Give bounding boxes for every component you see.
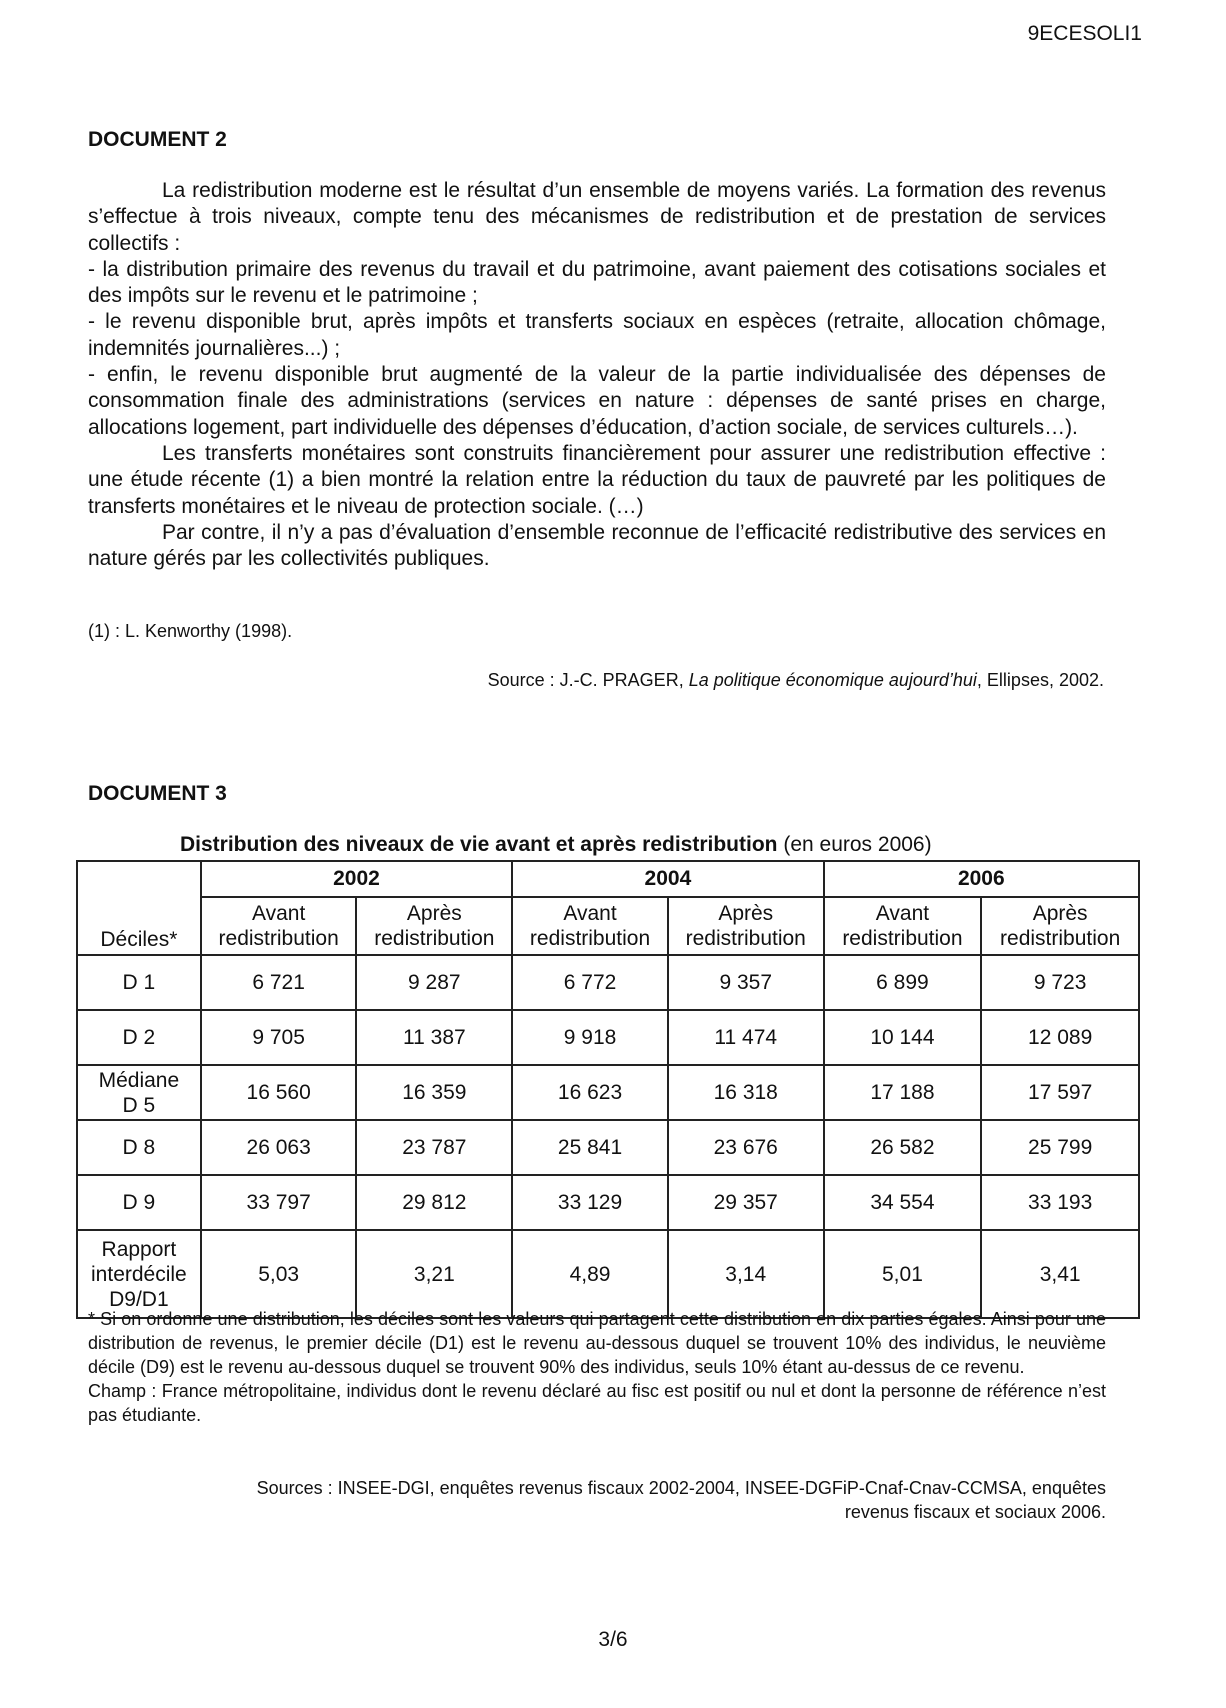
table-caption bbox=[180, 833, 932, 857]
table-cell: 5,03 bbox=[201, 1230, 357, 1318]
table-cell: 9 357 bbox=[668, 955, 824, 1010]
table-cell: 11 474 bbox=[668, 1010, 824, 1065]
paragraph: - la distribution primaire des revenus du travail et du patrimoine, avant paiement des cotisations sociales et des impôts sur le revenu et le patrimoine ; bbox=[88, 257, 1106, 308]
paragraph: Par contre, il n’y a pas d’évaluation d’ensemble reconnue de l’efficacité redistributive des services en nature gérés par les collectivités publiques. bbox=[88, 520, 1106, 571]
table-cell: 17 188 bbox=[824, 1065, 982, 1120]
paragraph: La redistribution moderne est le résultat d’un ensemble de moyens variés. La formation des revenus s’effectue à trois niveaux, compte tenu des mécanismes de redistribution et de prestation de services collectifs : bbox=[88, 179, 1106, 255]
paragraph: - enfin, le revenu disponible brut augmenté de la valeur de la partie individualisée des dépenses de consommation finale des administrations (services en nature : dépenses de santé prises en charge, allocations logement, part individuelle des dépenses d’éducation, d’action sociale, de services culturels…). bbox=[88, 363, 1106, 439]
row-label: D 9 bbox=[77, 1175, 201, 1230]
table-cell: 3,14 bbox=[668, 1230, 824, 1318]
table-cell: 33 129 bbox=[512, 1175, 668, 1230]
table-cell: 6 899 bbox=[824, 955, 982, 1010]
table-row bbox=[77, 1120, 1139, 1175]
document-code: 9ECESOLI1 bbox=[1027, 22, 1142, 45]
column-header-apres: Après redistribution bbox=[668, 897, 824, 955]
row-label: Rapport interdécile D9/D1 bbox=[77, 1230, 201, 1318]
table-cell: 3,21 bbox=[356, 1230, 512, 1318]
table-cell: 6 772 bbox=[512, 955, 668, 1010]
table-cell: 9 705 bbox=[201, 1010, 357, 1065]
table-row bbox=[77, 1065, 1139, 1120]
deciles-table bbox=[76, 860, 1140, 1319]
sources-line: Sources : INSEE-DGI, enquêtes revenus fiscaux 2002-2004, INSEE-DGFiP-Cnaf-Cnav-CCMSA, enquêtes bbox=[256, 1478, 1106, 1498]
table-cell: 6 721 bbox=[201, 955, 357, 1010]
table-cell: 9 723 bbox=[981, 955, 1139, 1010]
table-cell: 10 144 bbox=[824, 1010, 982, 1065]
note-deciles: * Si on ordonne une distribution, les déciles sont les valeurs qui partagent cette distribution en dix parties égales. Ainsi pour une distribution de revenus, le premier décile (D1) est le revenu au-dessous duquel se trouvent 10% des individus, le neuvième décile (D9) est le revenu au-dessous duquel se trouvent 90% des individus, seuls 10% étant au-dessus de ce revenu. bbox=[88, 1309, 1106, 1377]
source-prefix: Source : J.-C. PRAGER, bbox=[487, 670, 689, 690]
table-notes bbox=[88, 1307, 1106, 1427]
table-cell: 26 063 bbox=[201, 1120, 357, 1175]
table-cell: 25 841 bbox=[512, 1120, 668, 1175]
table-cell: 29 812 bbox=[356, 1175, 512, 1230]
table-cell: 9 918 bbox=[512, 1010, 668, 1065]
source-title: La politique économique aujourd’hui bbox=[688, 670, 977, 690]
deciles-header: Déciles* bbox=[77, 861, 201, 955]
table-cell: 26 582 bbox=[824, 1120, 982, 1175]
table-row bbox=[77, 1230, 1139, 1318]
table-cell: 16 359 bbox=[356, 1065, 512, 1120]
table-cell: 16 318 bbox=[668, 1065, 824, 1120]
footnote: (1) : L. Kenworthy (1998). bbox=[88, 621, 293, 641]
note-champ: Champ : France métropolitaine, individus dont le revenu déclaré au fisc est positif ou nul et dont la personne de référence n’est pas étudiante. bbox=[88, 1381, 1106, 1425]
table-cell: 23 676 bbox=[668, 1120, 824, 1175]
table-cell: 11 387 bbox=[356, 1010, 512, 1065]
column-header-avant: Avant redistribution bbox=[512, 897, 668, 955]
table-cell: 5,01 bbox=[824, 1230, 982, 1318]
column-header-avant: Avant redistribution bbox=[824, 897, 982, 955]
year-header: 2006 bbox=[824, 861, 1139, 897]
table-cell: 12 089 bbox=[981, 1010, 1139, 1065]
table-row bbox=[77, 955, 1139, 1010]
paragraph: - le revenu disponible brut, après impôts et transferts sociaux en espèces (retraite, allocation chômage, indemnités journalières...) ; bbox=[88, 310, 1106, 360]
document-3-sources bbox=[88, 1476, 1106, 1524]
year-header: 2004 bbox=[512, 861, 823, 897]
table-cell: 17 597 bbox=[981, 1065, 1139, 1120]
column-header-apres: Après redistribution bbox=[981, 897, 1139, 955]
row-label: D 1 bbox=[77, 955, 201, 1010]
column-header-avant: Avant redistribution bbox=[201, 897, 357, 955]
page-number: 3/6 bbox=[598, 1628, 628, 1651]
document-2-source bbox=[488, 670, 1104, 691]
document-3-title: DOCUMENT 3 bbox=[88, 782, 227, 805]
year-header: 2002 bbox=[201, 861, 512, 897]
column-header-apres: Après redistribution bbox=[356, 897, 512, 955]
table-row bbox=[77, 1010, 1139, 1065]
row-label: D 8 bbox=[77, 1120, 201, 1175]
row-label: D 2 bbox=[77, 1010, 201, 1065]
table-cell: 29 357 bbox=[668, 1175, 824, 1230]
table-cell: 25 799 bbox=[981, 1120, 1139, 1175]
table-cell: 23 787 bbox=[356, 1120, 512, 1175]
table-cell: 4,89 bbox=[512, 1230, 668, 1318]
table-cell: 16 560 bbox=[201, 1065, 357, 1120]
document-2-title: DOCUMENT 2 bbox=[88, 128, 227, 151]
table-row bbox=[77, 1175, 1139, 1230]
document-2-body bbox=[88, 178, 1106, 572]
sources-line: revenus fiscaux et sociaux 2006. bbox=[844, 1502, 1106, 1522]
paragraph: Les transferts monétaires sont construits financièrement pour assurer une redistribution effective : une étude récente (1) a bien montré la relation entre la réduction du taux de pauvreté par les politiques de transferts monétaires et le niveau de protection sociale. (…) bbox=[88, 441, 1106, 518]
table-cell: 3,41 bbox=[981, 1230, 1139, 1318]
row-label: Médiane D 5 bbox=[77, 1065, 201, 1120]
caption-unit: (en euros 2006) bbox=[777, 833, 932, 856]
table-cell: 33 193 bbox=[981, 1175, 1139, 1230]
source-suffix: , Ellipses, 2002. bbox=[976, 670, 1104, 690]
table-cell: 9 287 bbox=[356, 955, 512, 1010]
table-cell: 34 554 bbox=[824, 1175, 982, 1230]
table-cell: 33 797 bbox=[201, 1175, 357, 1230]
caption-bold: Distribution des niveaux de vie avant et après redistribution bbox=[180, 833, 778, 856]
table-cell: 16 623 bbox=[512, 1065, 668, 1120]
